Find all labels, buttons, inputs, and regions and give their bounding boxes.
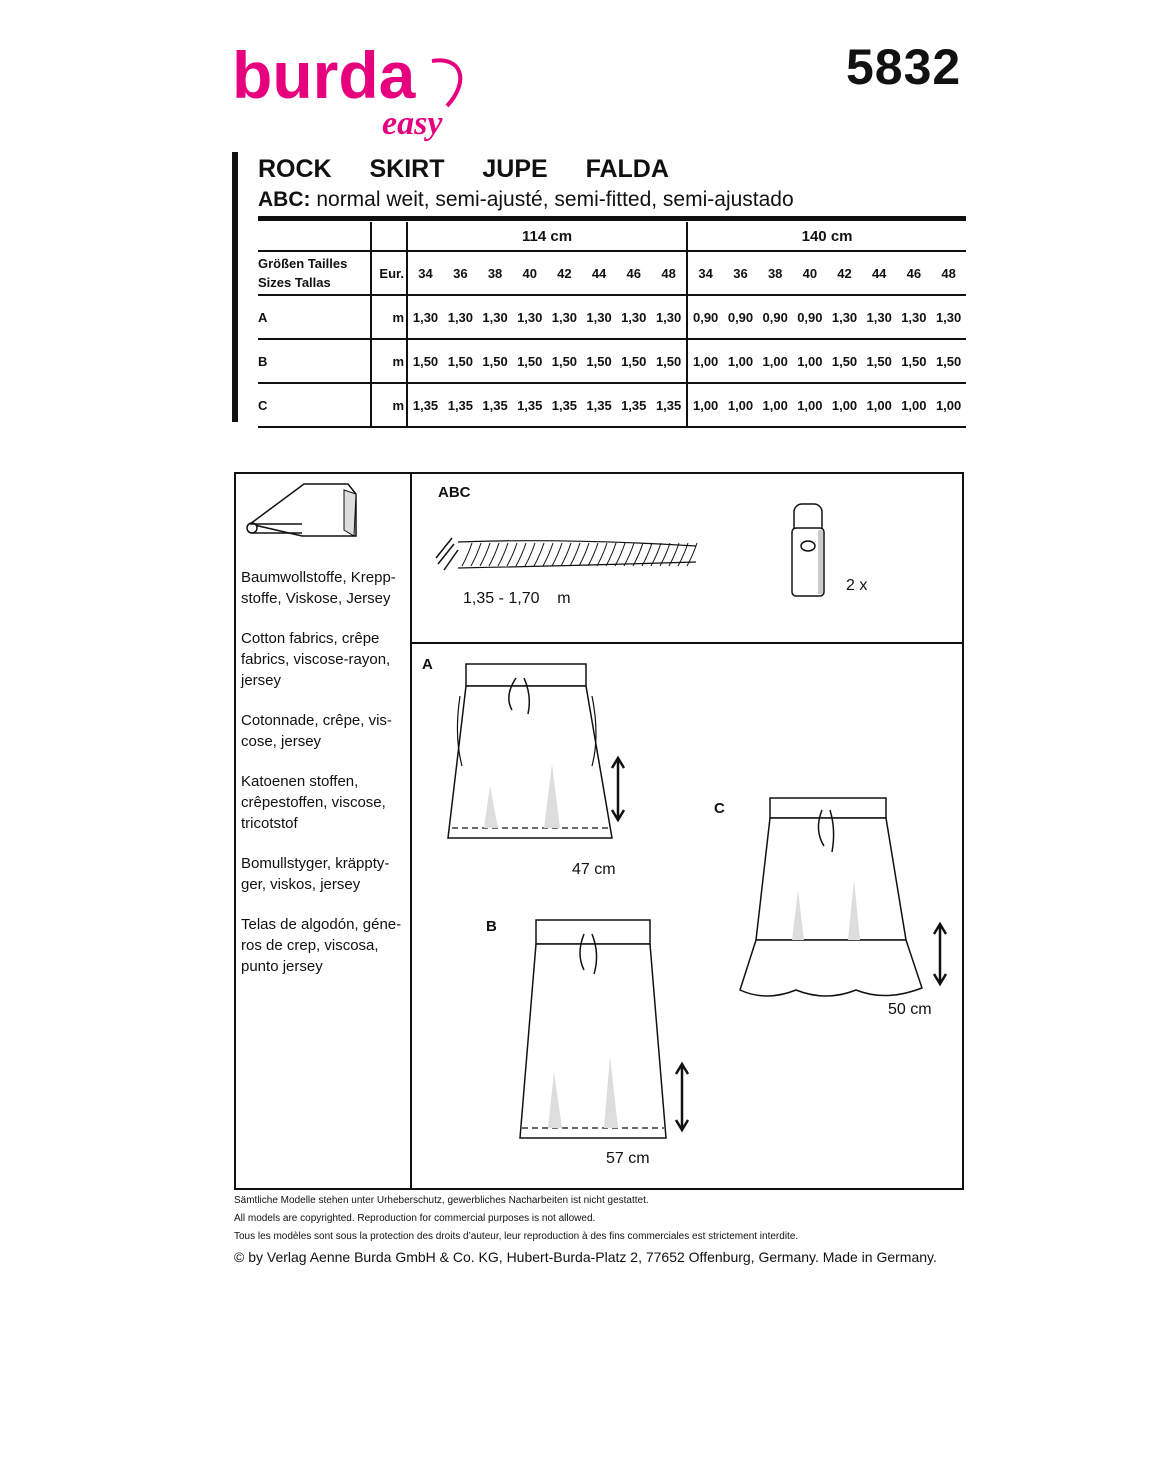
view-b-length: 57 cm (606, 1150, 650, 1167)
size-cell: 42 (827, 251, 862, 295)
size-cell: 48 (651, 251, 687, 295)
size-cell: 46 (897, 251, 932, 295)
size-header-row (258, 251, 966, 295)
size-cell: 44 (862, 251, 897, 295)
yardage-row-b: B m 1,50 1,50 1,50 1,50 1,50 1,50 1,50 1,50 1,00 1,00 1,00 1,00 1,50 1,50 1,50 1,50 (258, 339, 966, 383)
yardage-table (258, 222, 966, 428)
cord-icon (434, 528, 704, 578)
copyright-de: Sämtliche Modelle stehen unter Urheberschutz, gewerbliches Nacharbeiten ist nicht gestattet. (234, 1195, 649, 1206)
yardage-row-c: C m 1,35 1,35 1,35 1,35 1,35 1,35 1,35 1,35 1,00 1,00 1,00 1,00 1,00 1,00 1,00 1,00 (258, 383, 966, 427)
size-label: Größen Tailles Sizes Tallas (258, 251, 371, 295)
copyright-fr: Tous les modèles sont sous la protection des droits d’auteur, leur reproduction à des fins commerciales est strictement interdite. (234, 1231, 799, 1242)
cord-length: 1,35 - 1,70 m (463, 590, 571, 607)
copyright-en: All models are copyrighted. Reproduction for commercial purposes is not allowed. (234, 1213, 596, 1224)
fabric-list (241, 567, 406, 996)
fabric-fr: Cotonnade, crêpe, vis-cose, jersey (241, 712, 392, 750)
size-cell: 36 (723, 251, 758, 295)
fabric-nl: Katoenen stoffen, crêpestoffen, viscose, tricotstof (241, 773, 386, 832)
fabric-es: Telas de algodón, géne-ros de crep, viscosa, punto jersey (241, 916, 402, 975)
size-cell: 44 (582, 251, 617, 295)
eur-label: Eur. (371, 251, 407, 295)
view-b-label: B (486, 918, 497, 935)
pattern-number: 5832 (846, 39, 962, 95)
garment-title: ROCK SKIRT JUPE FALDA (258, 155, 669, 183)
size-cell: 40 (512, 251, 547, 295)
size-cell: 38 (758, 251, 793, 295)
view-c-length: 50 cm (888, 1001, 932, 1018)
logo-line-text: easy (382, 105, 443, 142)
burda-easy-logo (232, 36, 472, 156)
table-top-rule (258, 216, 966, 221)
copyright-footer (234, 1192, 937, 1266)
publisher-imprint: © by Verlag Aenne Burda GmbH & Co. KG, Hubert-Burda-Platz 2, 77652 Offenburg, Germany. Made in Germany. (234, 1249, 937, 1265)
notions-views-label: ABC (438, 484, 471, 501)
size-cell: 48 (931, 251, 966, 295)
size-cell: 34 (407, 251, 443, 295)
skirt-a-drawing (440, 656, 650, 846)
size-cell: 38 (478, 251, 513, 295)
size-cell: 34 (687, 251, 723, 295)
fabric-de: Baumwollstoffe, Krepp-stoffe, Viskose, Jersey (241, 569, 396, 607)
fabric-sv: Bomullstyger, kräppty-ger, viskos, jersey (241, 855, 390, 893)
header-bar (232, 152, 238, 422)
view-c-label: C (714, 800, 725, 817)
fit-label: ABC: (258, 188, 311, 211)
size-cell: 40 (793, 251, 828, 295)
fabric-en: Cotton fabrics, crêpe fabrics, viscose-rayon, jersey (241, 630, 391, 689)
size-cell: 46 (616, 251, 651, 295)
skirt-b-drawing (510, 914, 700, 1150)
view-a-label: A (422, 656, 433, 673)
cord-stopper-icon (784, 500, 832, 600)
width-114: 114 cm (407, 222, 687, 251)
size-cell: 42 (547, 251, 582, 295)
fit-text: normal weit, semi-ajusté, semi-fitted, semi-ajustado (310, 188, 794, 211)
fit-description (258, 188, 794, 212)
width-140: 140 cm (687, 222, 966, 251)
yardage-row-a: A m 1,30 1,30 1,30 1,30 1,30 1,30 1,30 1,30 0,90 0,90 0,90 0,90 1,30 1,30 1,30 1,30 (258, 295, 966, 339)
fabric-bolt-icon (244, 480, 364, 542)
stopper-quantity: 2 x (846, 577, 868, 594)
skirt-c-drawing (736, 790, 956, 1010)
size-cell: 36 (443, 251, 478, 295)
logo-brand-text: burda (232, 38, 416, 112)
view-a-length: 47 cm (572, 861, 616, 878)
